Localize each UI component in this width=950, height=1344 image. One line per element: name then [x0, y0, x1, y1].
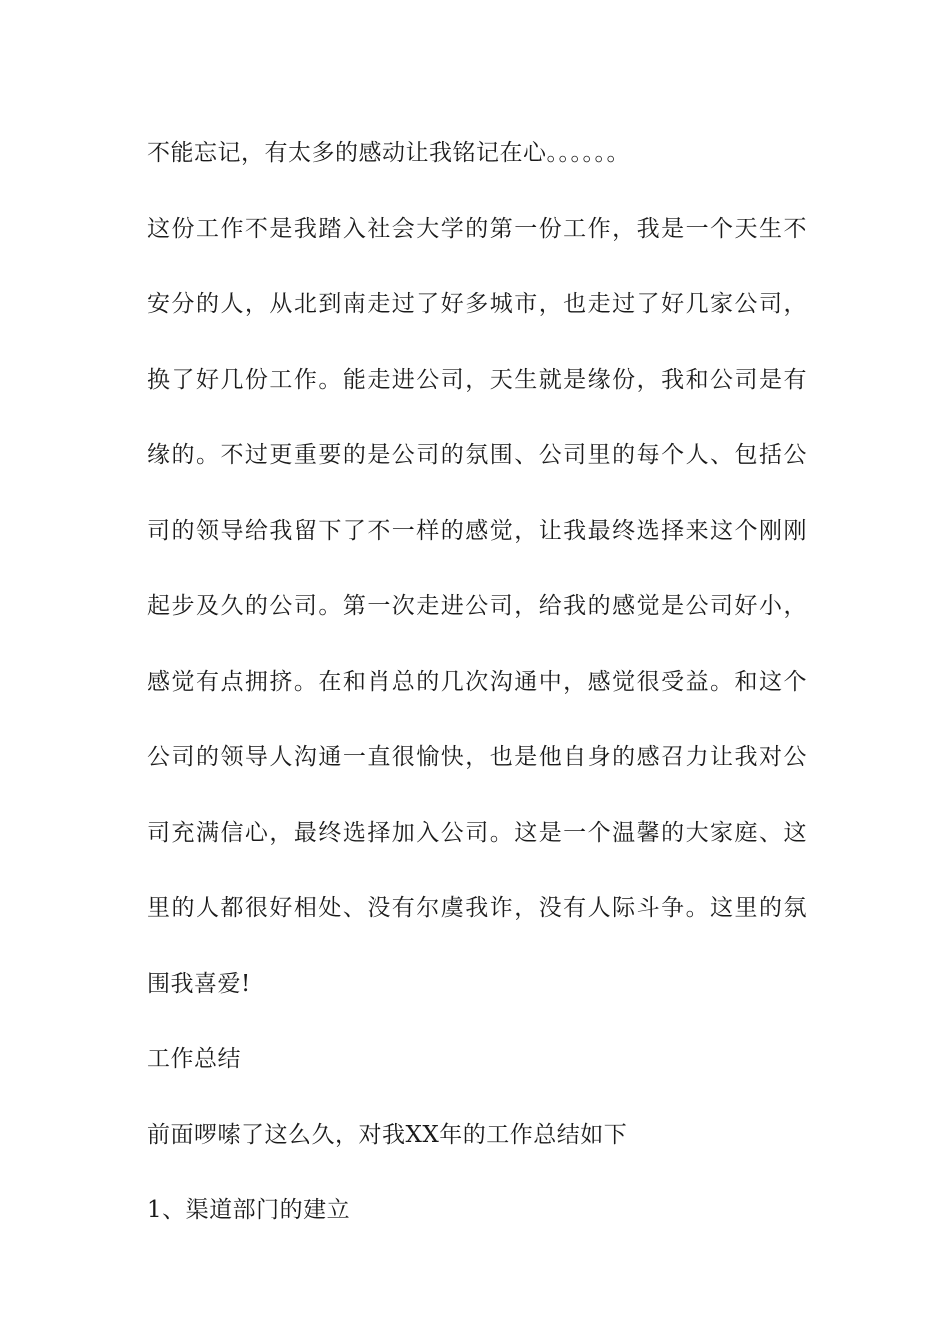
document-body: [147, 128, 807, 1261]
text-line: 司充满信心，最终选择加入公司。这是一个温馨的大家庭、这: [147, 819, 807, 846]
text-line: 起步及久的公司。第一次走进公司，给我的感觉是公司好小，: [147, 593, 807, 619]
text-line: 感觉有点拥挤。在和肖总的几次沟通中，感觉很受益。和这个: [147, 668, 807, 695]
text-line: 安分的人，从北到南走过了好多城市，也走过了好几家公司，: [147, 291, 807, 317]
text-line: 换了好几份工作。能走进公司，天生就是缘份，我和公司是有: [147, 366, 807, 393]
text-line: 这份工作不是我踏入社会大学的第一份工作，我是一个天生不: [147, 215, 807, 242]
text-line: 公司的领导人沟通一直很愉快，也是他自身的感召力让我对公: [147, 744, 807, 770]
text-line: 缘的。不过更重要的是公司的氛围、公司里的每个人、包括公: [147, 442, 807, 468]
text-line: 前面啰嗦了这么久，对我XX年的工作总结如下: [147, 1121, 628, 1148]
text-line: 里的人都很好相处、没有尔虞我诈，没有人际斗争。这里的氛: [147, 895, 807, 921]
text-line: 司的领导给我留下了不一样的感觉，让我最终选择来这个刚刚: [147, 517, 807, 544]
text-line: 不能忘记，有太多的感动让我铭记在心。。。。。。: [147, 140, 630, 166]
list-item: 1、渠道部门的建立: [147, 1197, 351, 1223]
section-heading: 工作总结: [147, 1046, 241, 1072]
text-line: 围我喜爱!: [147, 970, 251, 997]
